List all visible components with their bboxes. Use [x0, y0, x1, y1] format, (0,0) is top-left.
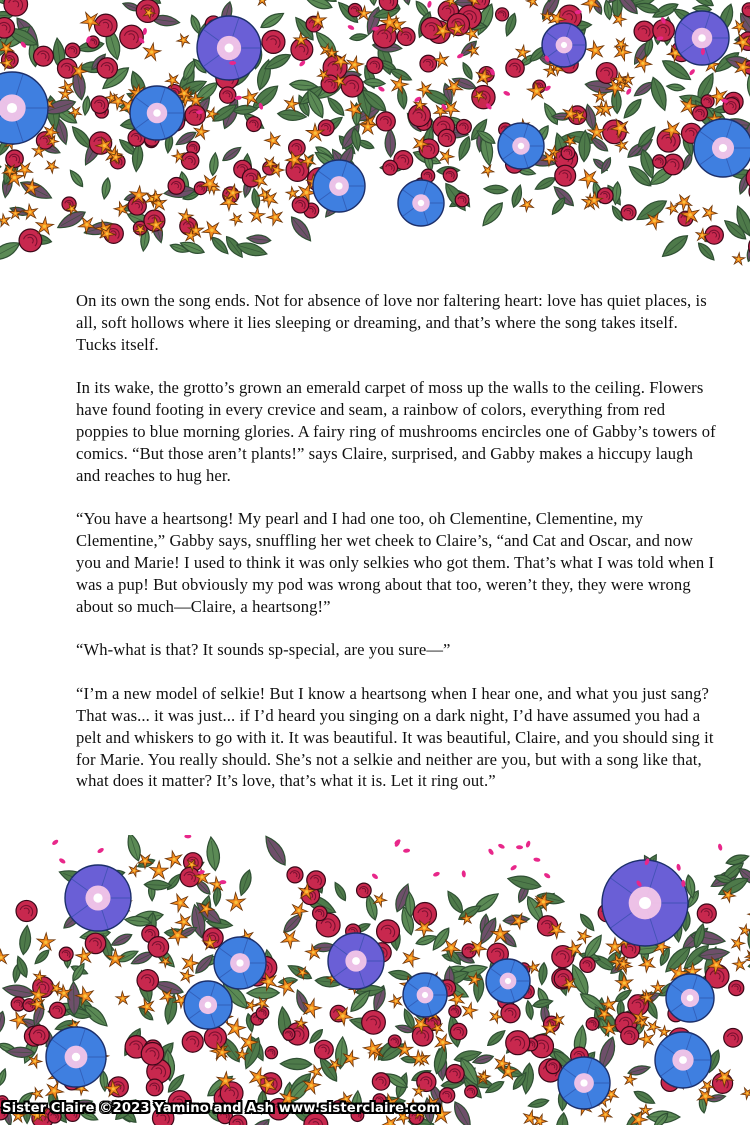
morning-glory-icon: [328, 933, 384, 989]
orange-flower-icon: [740, 1085, 750, 1101]
leaf-icon: [399, 0, 412, 6]
leaf-icon: [124, 835, 143, 862]
morning-glory-icon: [184, 981, 232, 1029]
orange-flower-icon: [283, 95, 300, 112]
orange-flower-icon: [224, 1016, 247, 1038]
falling-petal-icon: [371, 873, 379, 881]
story-text: [76, 290, 716, 814]
rose-icon: [496, 8, 509, 21]
morning-glory-icon: [486, 959, 530, 1003]
copyright-credit: Sister Claire ©2023 Yamino and Ash www.sisterclaire.com: [2, 1101, 441, 1116]
falling-petal-icon: [487, 848, 494, 856]
rose-icon: [265, 1046, 277, 1058]
falling-petal-icon: [533, 857, 541, 862]
falling-petal-icon: [184, 835, 191, 838]
rose-icon: [377, 920, 400, 943]
leaf-icon: [18, 177, 54, 203]
orange-flower-icon: [614, 972, 636, 994]
leaf-icon: [385, 128, 396, 157]
flower-border-bottom: [0, 835, 750, 1125]
rose-icon: [148, 937, 169, 958]
leaf-icon: [261, 835, 290, 868]
flower-illustration-bottom: [0, 835, 750, 1125]
falling-petal-icon: [219, 880, 226, 884]
rose-icon: [729, 981, 744, 996]
rose-icon: [91, 96, 108, 113]
rose-icon: [383, 160, 398, 175]
falling-petal-icon: [510, 864, 518, 871]
rose-icon: [388, 1035, 401, 1048]
orange-flower-icon: [732, 955, 749, 972]
leaf-icon: [485, 1028, 507, 1049]
falling-petal-icon: [525, 840, 531, 848]
falling-petal-icon: [688, 68, 696, 76]
rose-icon: [287, 867, 303, 883]
leaf-icon: [455, 135, 473, 162]
rose-icon: [465, 1085, 478, 1098]
leaf-icon: [549, 196, 567, 217]
leaf-icon: [303, 0, 333, 12]
leaf-icon: [0, 1010, 7, 1037]
orange-flower-icon: [0, 212, 13, 229]
orange-flower-icon: [584, 38, 608, 62]
rose-icon: [141, 1043, 163, 1065]
falling-petal-icon: [97, 847, 105, 854]
leaf-icon: [82, 96, 91, 116]
rose-icon: [307, 871, 326, 890]
rose-icon: [168, 178, 185, 195]
leaf-icon: [247, 987, 280, 999]
rose-icon: [580, 957, 595, 972]
orange-flower-icon: [228, 210, 245, 227]
orange-flower-icon: [265, 206, 287, 228]
story-paragraph-1: On its own the song ends. Not for absence of love nor faltering heart: love has quiet places, is all, soft hollows where it lies sleeping or dreaming, and that’s where the song takes itself. Tucks itself.: [76, 291, 707, 354]
falling-petal-icon: [432, 871, 440, 877]
rose-icon: [420, 55, 437, 72]
rose-icon: [182, 1031, 203, 1052]
orange-flower-icon: [29, 1085, 46, 1102]
rose-icon: [313, 906, 327, 920]
morning-glory-icon: [130, 86, 184, 140]
leaf-icon: [33, 948, 52, 967]
rose-icon: [449, 1005, 461, 1017]
leaf-icon: [205, 836, 222, 871]
rose-icon: [596, 63, 617, 84]
orange-flower-icon: [0, 947, 11, 967]
falling-petal-icon: [497, 843, 505, 850]
orange-flower-icon: [142, 42, 162, 62]
rose-icon: [34, 46, 54, 66]
rose-icon: [586, 1018, 599, 1031]
rose-icon: [50, 1002, 66, 1018]
orange-flower-icon: [43, 157, 60, 174]
flower-border-top: [0, 0, 750, 290]
morning-glory-icon: [398, 180, 444, 226]
leaf-icon: [460, 61, 474, 81]
rose-icon: [506, 59, 524, 77]
rose-icon: [705, 226, 723, 244]
leaf-icon: [258, 9, 286, 31]
orange-flower-icon: [225, 890, 248, 914]
rose-icon: [85, 933, 105, 953]
flower-illustration-top: [0, 0, 750, 290]
rose-icon: [621, 205, 636, 220]
rose-icon: [29, 1025, 49, 1045]
leaf-icon: [525, 1000, 535, 1020]
story-paragraph-2: In its wake, the grotto’s grown an emerald carpet of moss up the walls to the ceiling. Flowers have found footing in every crevice and seam, a rainbow of colors, everything from red poppies to blue morning glories. A fairy ring of mushrooms encircles one of Gabby’s towers of comics. “But those aren’t plants!” says Claire, surprised, and Gabby makes a hiccupy laugh and reaches to hug her.: [76, 378, 716, 485]
leaf-icon: [332, 881, 349, 903]
orange-flower-icon: [674, 191, 696, 213]
rose-icon: [97, 58, 117, 78]
morning-glory-icon: [675, 11, 729, 65]
rose-icon: [561, 146, 575, 160]
morning-glory-icon: [498, 123, 544, 169]
morning-glory-icon: [214, 937, 266, 989]
leaf-icon: [621, 96, 645, 121]
leaf-icon: [603, 0, 613, 20]
leaf-icon: [367, 0, 378, 6]
falling-petal-icon: [543, 872, 551, 879]
rose-icon: [440, 1088, 455, 1103]
orange-flower-icon: [729, 935, 746, 951]
story-paragraph-4: “Wh-what is that? It sounds sp-special, are you sure—”: [76, 640, 451, 660]
morning-glory-icon: [655, 1032, 711, 1088]
morning-glory-icon: [694, 119, 750, 177]
morning-glory-icon: [403, 973, 447, 1017]
rose-icon: [693, 106, 708, 121]
rose-icon: [546, 1059, 560, 1073]
morning-glory-icon: [666, 974, 714, 1022]
orange-flower-icon: [700, 203, 719, 222]
falling-petal-icon: [516, 845, 523, 849]
rose-icon: [634, 21, 654, 41]
orange-flower-icon: [746, 904, 750, 924]
falling-petal-icon: [676, 864, 681, 872]
rose-icon: [318, 120, 334, 136]
morning-glory-icon: [602, 860, 688, 946]
leaf-icon: [647, 75, 671, 112]
leaf-icon: [632, 1088, 657, 1107]
rose-icon: [16, 900, 37, 921]
rose-icon: [506, 1031, 530, 1055]
orange-flower-icon: [525, 0, 541, 9]
leaf-icon: [578, 912, 597, 933]
rose-icon: [289, 140, 306, 157]
orange-flower-icon: [249, 207, 266, 223]
leaf-icon: [527, 1097, 549, 1110]
story-paragraph-3: “You have a heartsong! My pearl and I had one too, oh Clementine, Clementine, my Clementine,” Gabby says, snuffling her wet cheek to Claire’s, “and Cat and Oscar, and now you and Marie! I used to think it was only selkies who got them. That’s what I was told when I was a pup! But obviously my pod was wrong about that too, weren’t they, they were wrong about so much—Claire, a heartsong!”: [76, 509, 715, 616]
leaf-icon: [510, 184, 525, 208]
leaf-icon: [100, 177, 111, 199]
rose-icon: [146, 1079, 163, 1096]
falling-petal-icon: [51, 839, 59, 846]
leaf-icon: [110, 931, 134, 949]
rose-icon: [247, 117, 262, 132]
rose-icon: [621, 1026, 639, 1044]
rose-icon: [120, 25, 144, 49]
falling-petal-icon: [461, 870, 466, 877]
orange-flower-icon: [732, 252, 745, 265]
rose-icon: [438, 129, 455, 146]
orange-flower-icon: [460, 1001, 479, 1019]
rose-icon: [137, 970, 158, 991]
rose-icon: [362, 1010, 386, 1034]
leaf-icon: [18, 925, 32, 955]
rose-icon: [653, 155, 666, 168]
rose-icon: [0, 18, 15, 39]
story-paragraph-5: “I’m a new model of selkie! But I know a heartsong when I hear one, and what you just sang? That was... it was just... if I’d heard you singing on a dark night, I’d have assumed you had a pelt and whiskers to go with it. It was beautiful. It was beautiful, Claire, and you should sing it for Marie. You really should. She’s not a selkie and neither are you, but with a song like that, what does it matter? It’s love, that’s what it is. Let it ring out.”: [76, 684, 714, 791]
rose-icon: [220, 87, 236, 103]
rose-icon: [455, 193, 469, 207]
rose-icon: [724, 1029, 743, 1048]
morning-glory-icon: [197, 16, 261, 80]
leaf-icon: [312, 28, 340, 58]
leaf-icon: [209, 152, 220, 175]
orange-flower-icon: [115, 990, 132, 1007]
leaf-icon: [280, 1058, 312, 1070]
rose-icon: [446, 1065, 464, 1083]
morning-glory-icon: [558, 1057, 610, 1109]
morning-glory-icon: [46, 1027, 106, 1087]
orange-flower-icon: [36, 932, 55, 950]
falling-petal-icon: [347, 24, 355, 31]
leaf-icon: [0, 159, 1, 173]
leaf-icon: [450, 1099, 475, 1125]
orange-flower-icon: [400, 947, 421, 968]
orange-flower-icon: [164, 848, 186, 870]
leaf-icon: [250, 188, 260, 209]
leaf-icon: [0, 1068, 8, 1087]
leaf-icon: [349, 33, 368, 42]
falling-petal-icon: [503, 90, 511, 97]
rose-icon: [315, 1040, 334, 1059]
orange-flower-icon: [597, 1105, 615, 1123]
morning-glory-icon: [65, 865, 131, 931]
rose-icon: [413, 902, 436, 925]
falling-petal-icon: [403, 848, 410, 853]
falling-petal-icon: [625, 88, 632, 96]
rose-icon: [597, 188, 613, 204]
leaf-icon: [659, 231, 691, 261]
orange-flower-icon: [169, 890, 194, 915]
rose-icon: [456, 119, 471, 134]
leaf-icon: [479, 199, 507, 229]
leaf-icon: [325, 95, 347, 118]
rose-icon: [697, 904, 716, 923]
rose-icon: [443, 168, 457, 182]
rose-icon: [348, 3, 361, 16]
rose-icon: [450, 1023, 466, 1039]
leaf-icon: [555, 1112, 570, 1125]
orange-flower-icon: [175, 31, 193, 49]
rose-icon: [372, 1073, 389, 1090]
rose-icon: [367, 57, 383, 73]
orange-flower-icon: [263, 129, 285, 151]
orange-flower-icon: [645, 1018, 662, 1035]
rose-icon: [256, 1007, 269, 1020]
rose-icon: [262, 30, 285, 53]
falling-petal-icon: [427, 0, 433, 8]
morning-glory-icon: [313, 160, 365, 212]
leaf-icon: [532, 997, 554, 1009]
falling-petal-icon: [717, 843, 723, 851]
leaf-icon: [533, 174, 557, 192]
leaf-icon: [67, 168, 85, 189]
rose-icon: [292, 197, 308, 213]
leaf-icon: [484, 184, 508, 194]
leaf-icon: [666, 83, 685, 92]
rose-icon: [376, 112, 395, 131]
rose-icon: [501, 1004, 520, 1023]
rose-icon: [59, 947, 73, 961]
orange-flower-icon: [21, 202, 41, 222]
orange-flower-icon: [256, 0, 269, 6]
leaf-icon: [237, 868, 255, 896]
orange-flower-icon: [612, 35, 630, 53]
rose-icon: [357, 883, 372, 898]
rose-icon: [185, 105, 205, 125]
rose-icon: [283, 1028, 295, 1040]
rose-icon: [555, 165, 576, 186]
rose-icon: [65, 43, 80, 58]
leaf-icon: [538, 962, 548, 985]
falling-petal-icon: [58, 857, 66, 864]
